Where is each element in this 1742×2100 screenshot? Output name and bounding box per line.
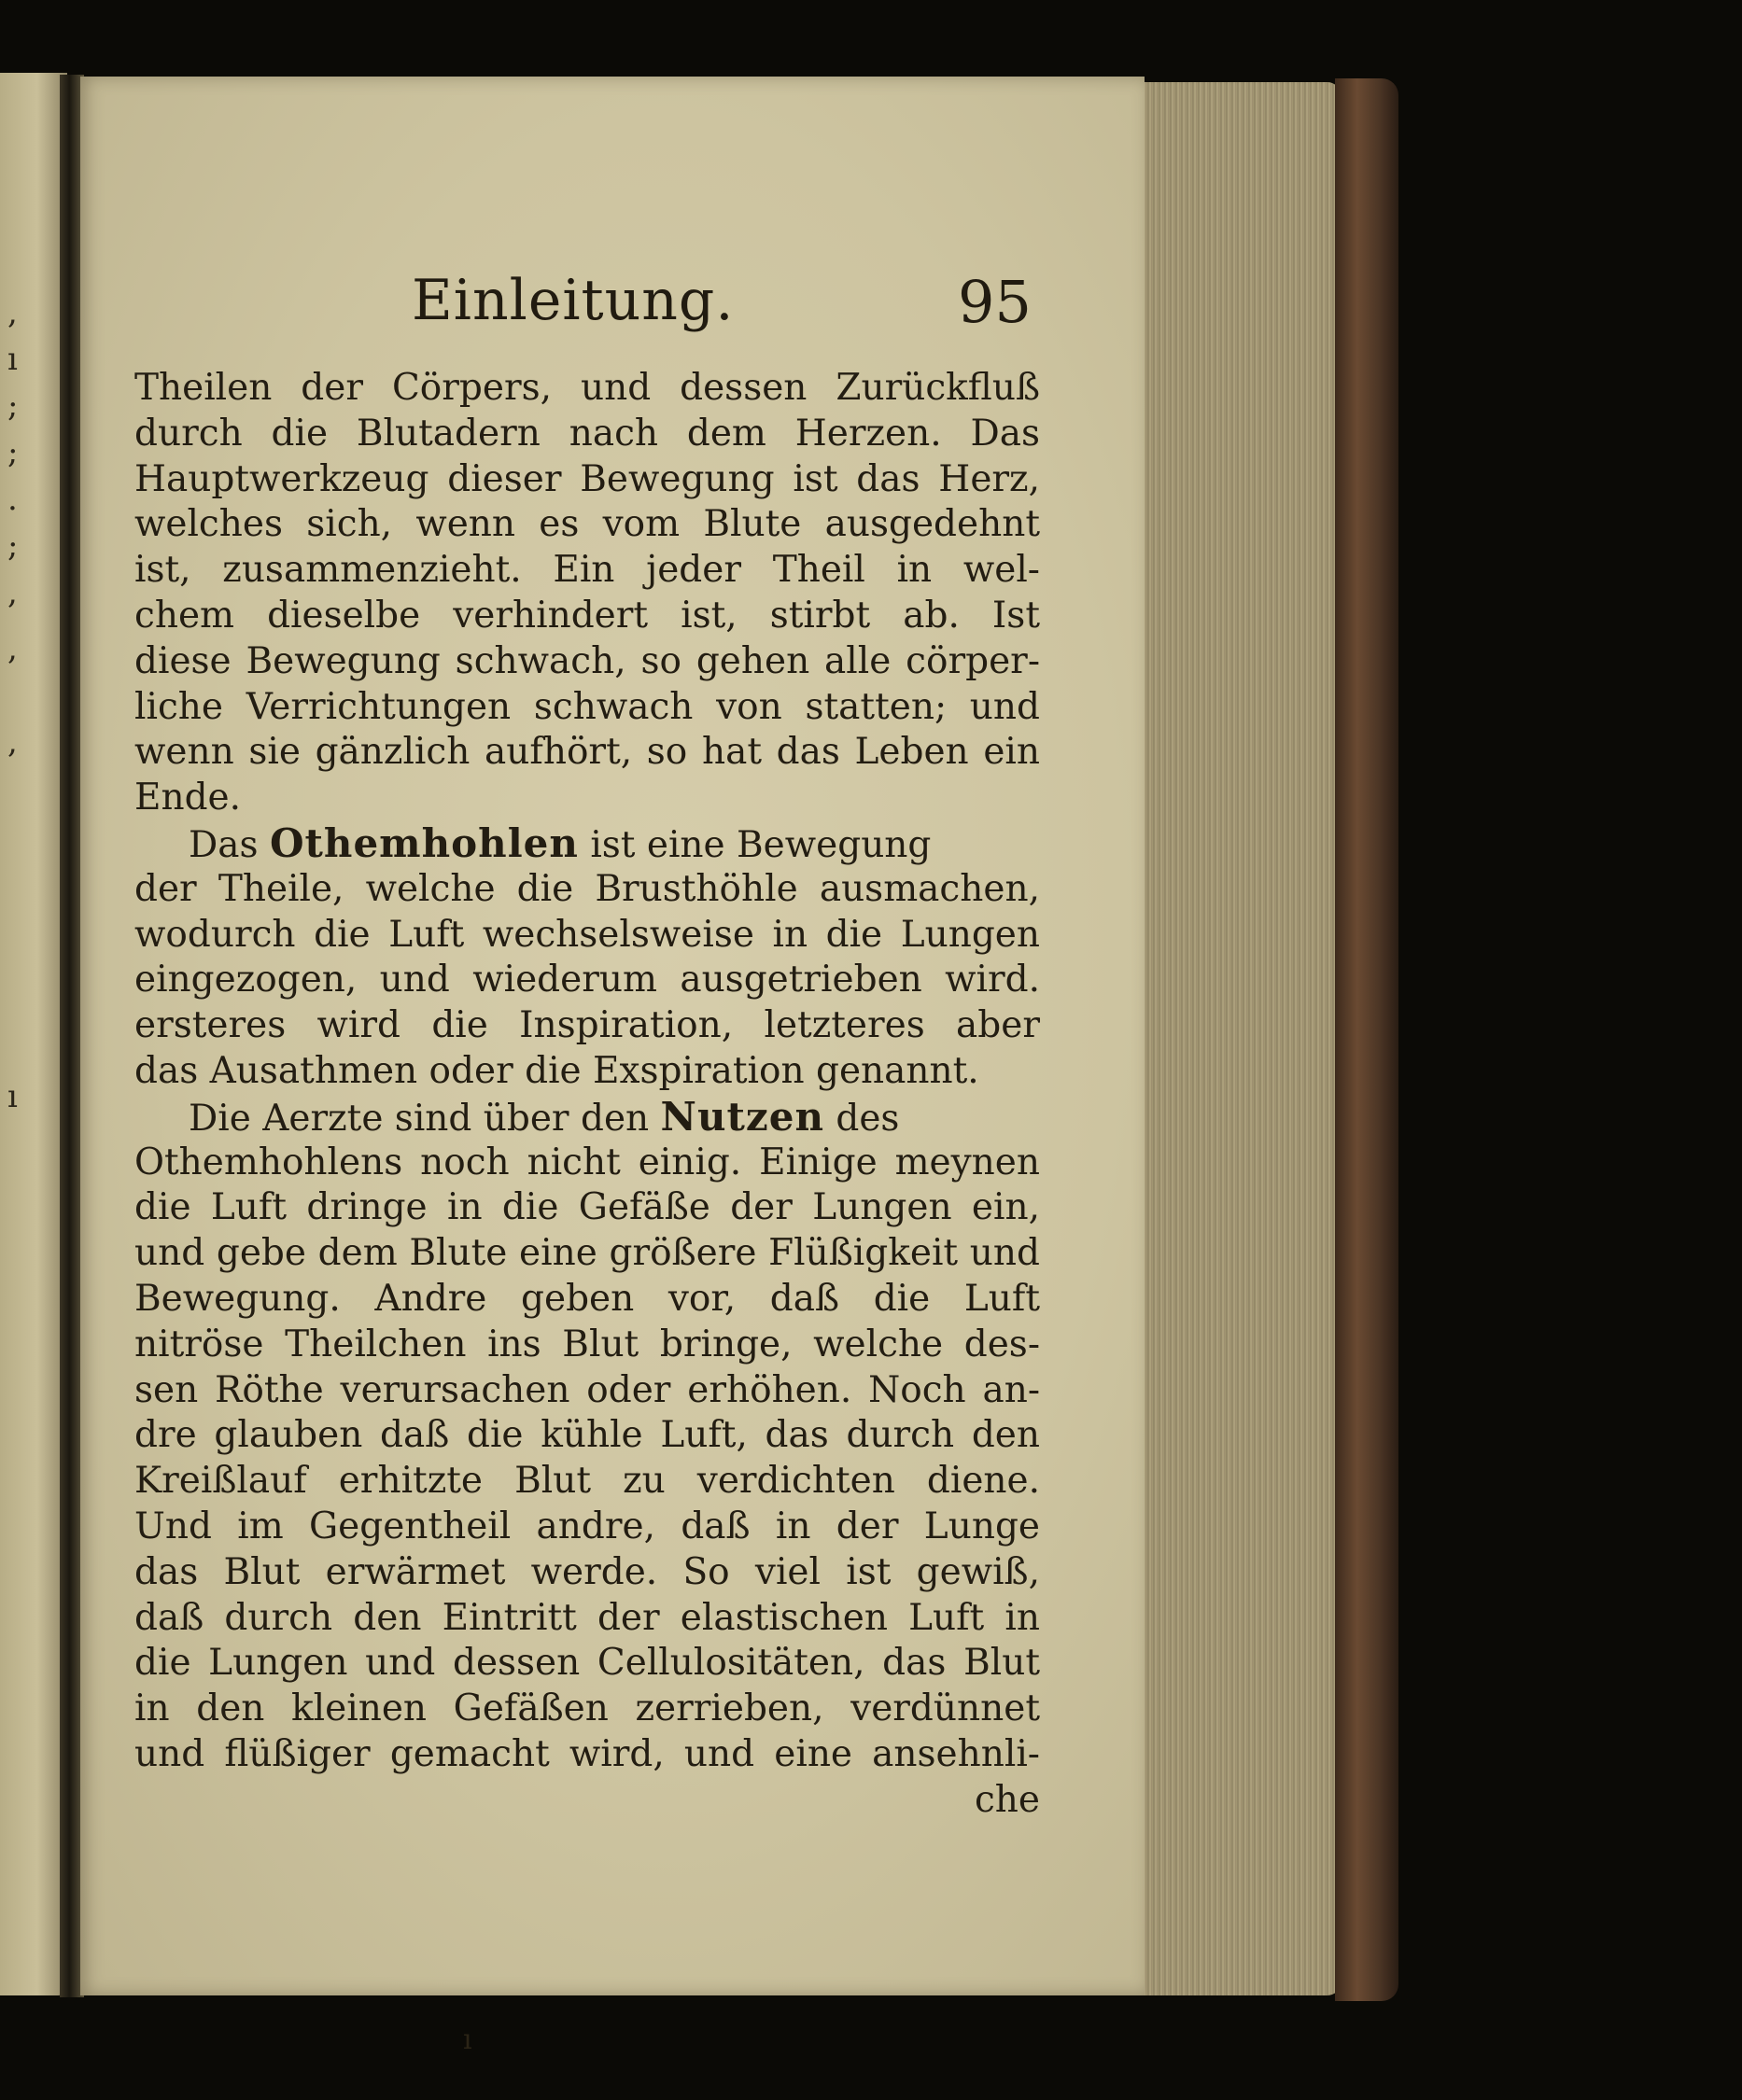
page-block-edges <box>1135 82 1341 1995</box>
text-line: wenn sie gänzlich aufhört, so hat das Leben ein <box>134 731 1040 774</box>
page-number: 95 <box>958 268 1032 336</box>
text-line: daß durch den Eintritt der elastischen Luft in <box>134 1596 1040 1639</box>
text-line: nitröse Theilchen ins Blut bringe, welche des- <box>134 1323 1040 1365</box>
facing-page-mark: , <box>7 630 18 667</box>
catchword: che <box>974 1778 1040 1821</box>
text-line: in den kleinen Gefäßen zerrieben, verdünnet <box>134 1687 1040 1730</box>
text-line: die Luft dringe in die Gefäße der Lungen ein, <box>134 1186 1040 1229</box>
facing-page-mark: ı <box>7 341 18 378</box>
text-line: und flüßiger gemacht wird, und eine ansehnli- <box>134 1732 1040 1775</box>
text-line: chem dieselbe verhindert ist, stirbt ab. Ist <box>134 594 1040 637</box>
paragraph-first-line <box>134 1095 1040 1141</box>
text-fragment: Die Aerzte sind über den <box>189 1097 661 1140</box>
facing-page-mark: , <box>7 723 18 761</box>
facing-page-mark: , <box>7 294 18 331</box>
paragraph-first-line <box>134 821 1040 867</box>
text-line: dre glauben daß die kühle Luft, das durch den <box>134 1414 1040 1457</box>
text-line: Theilen der Cörpers, und dessen Zurückfluß <box>134 367 1040 409</box>
text-line: das Blut erwärmet werde. So viel ist gewiß, <box>134 1550 1040 1593</box>
text-line: und gebe dem Blute eine größere Flüßigkeit und <box>134 1232 1040 1275</box>
page-header <box>80 268 1145 352</box>
book-page <box>80 77 1145 2056</box>
text-line: ist, zusammenzieht. Ein jeder Theil in wel- <box>134 549 1040 592</box>
text-line: Hauptwerkzeug dieser Bewegung ist das Herz, <box>134 457 1040 500</box>
text-fragment: Das <box>189 823 270 866</box>
body-text <box>134 366 1040 1824</box>
text-line: wodurch die Luft wechselsweise in die Lungen <box>134 913 1040 956</box>
text-line: das Ausathmen oder die Exspiration genannt. <box>134 1049 979 1092</box>
facing-page-mark: ı <box>7 1078 18 1115</box>
book-cover <box>1335 78 1398 2001</box>
text-fragment: ist eine Bewegung <box>578 823 932 866</box>
facing-page-mark: ; <box>7 527 19 565</box>
facing-page-mark: , <box>7 574 18 611</box>
facing-page-mark: . <box>7 481 18 518</box>
text-line: die Lungen und dessen Cellulositäten, das Blut <box>134 1642 1040 1685</box>
text-line: welches sich, wenn es vom Blute ausgedehnt <box>134 503 1040 546</box>
facing-page-mark: ; <box>7 434 19 471</box>
facing-page-mark: ; <box>7 387 19 425</box>
text-line: durch die Blutadern nach dem Herzen. Das <box>134 412 1040 455</box>
text-line: Ende. <box>134 777 242 819</box>
text-line: Othemhohlens noch nicht einig. Einige meynen <box>134 1141 1040 1183</box>
signature-mark: ı <box>463 2023 472 2056</box>
text-line: Kreißlauf erhitzte Blut zu verdichten diene. <box>134 1460 1040 1503</box>
text-fragment: des <box>823 1097 900 1140</box>
text-line: ersteres wird die Inspiration, letzteres aber <box>134 1004 1040 1047</box>
text-line: liche Verrichtungen schwach von statten; und <box>134 685 1040 728</box>
text-line: der Theile, welche die Brusthöhle ausmachen, <box>134 867 1040 910</box>
emphasized-term: Nutzen <box>660 1093 824 1140</box>
text-line: diese Bewegung schwach, so gehen alle cörper- <box>134 639 1040 682</box>
facing-page-edge <box>0 73 67 1995</box>
running-head: Einleitung. <box>412 268 735 333</box>
text-line: sen Röthe verursachen oder erhöhen. Noch an- <box>134 1368 1040 1411</box>
text-line: Bewegung. Andre geben vor, daß die Luft <box>134 1277 1040 1320</box>
text-line: eingezogen, und wiederum ausgetrieben wird. <box>134 959 1040 1001</box>
text-line: Und im Gegentheil andre, daß in der Lunge <box>134 1505 1040 1547</box>
emphasized-term: Othemhohlen <box>269 819 579 866</box>
